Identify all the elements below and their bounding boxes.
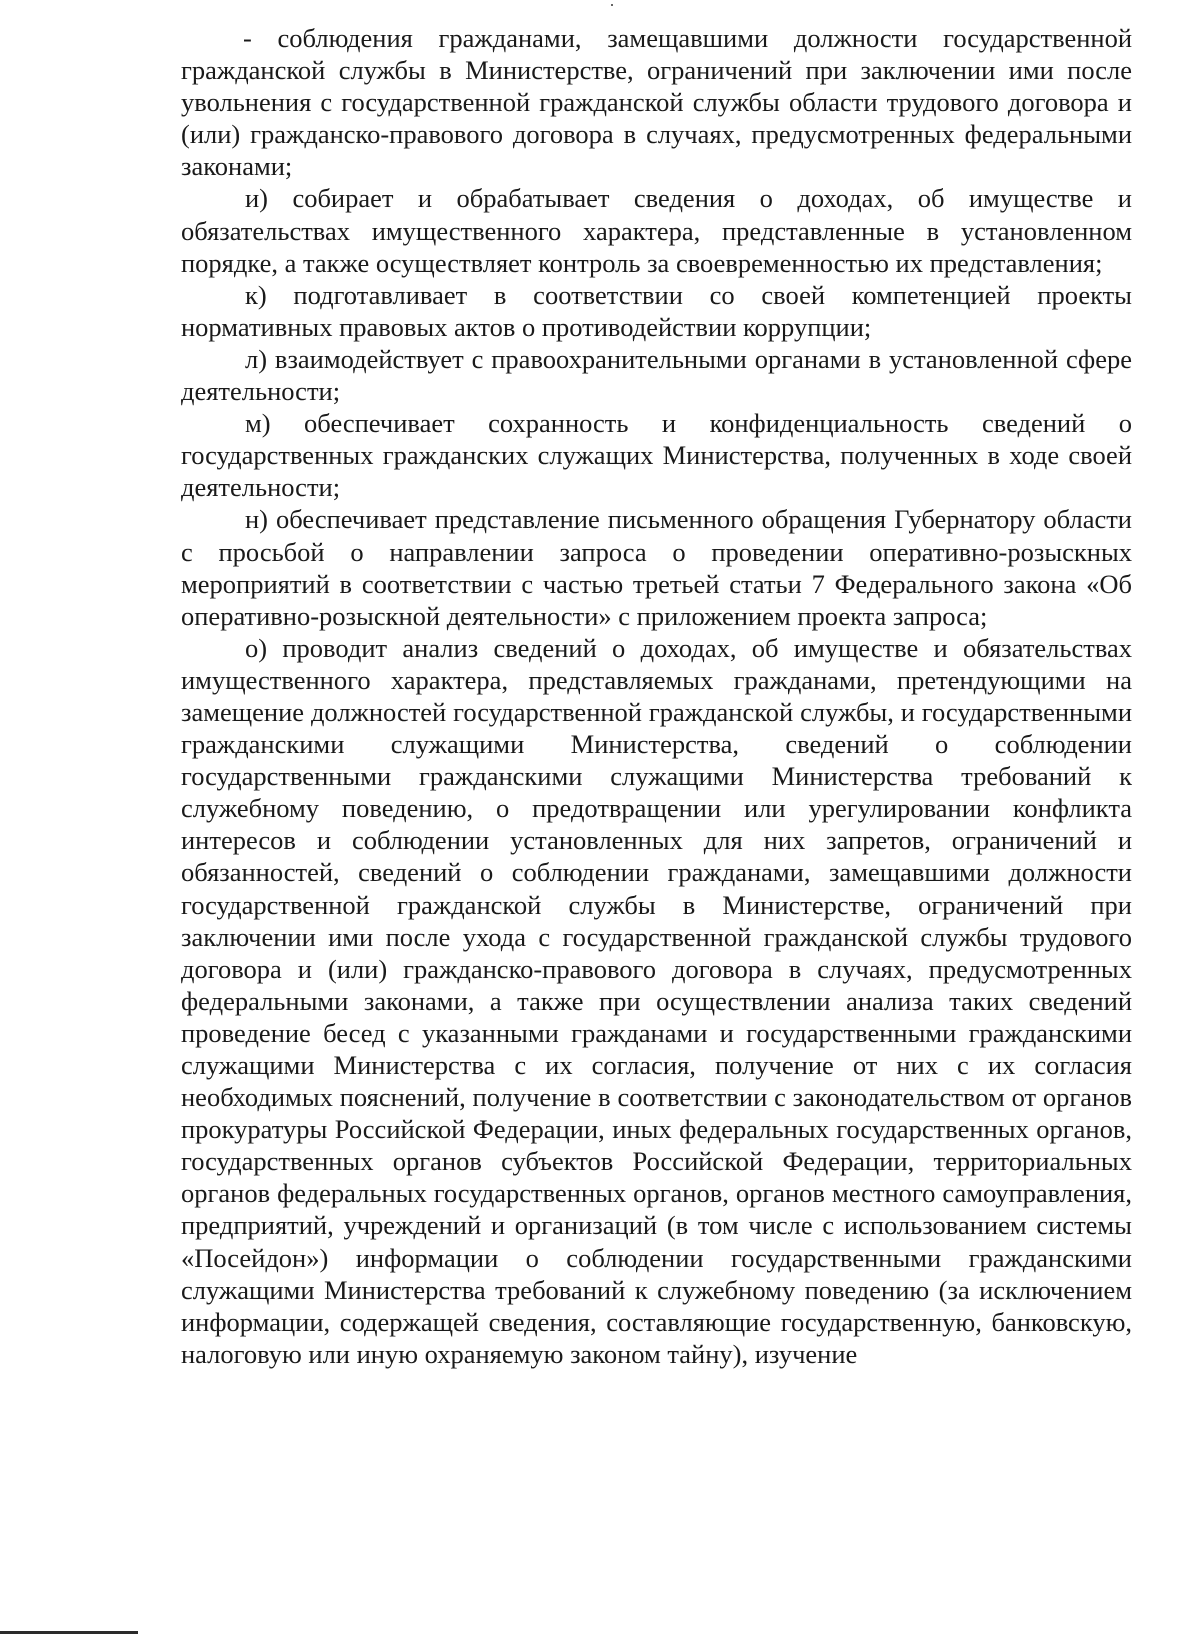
paragraph-observance-restrictions: - соблюдения гражданами, замещавшими должности государственной гражданской службы в Министерстве, ограничений при заключении ими после увольнения с государственной гражданской службы области трудового договора и (или) гражданско-правового договора в случаях, предусмотренных федеральными законами; — [181, 23, 1132, 182]
paragraph-n-governor-appeal: н) обеспечивает представление письменного обращения Губернатору области с просьбой о направлении запроса о проведении оперативно-розыскных мероприятий в соответствии с частью третьей статьи 7 Федерального закона «Об оперативно-розыскной деятельности» с приложением проекта запроса; — [181, 504, 1132, 631]
paragraph-o-analysis: о) проводит анализ сведений о доходах, об имуществе и обязательствах имущественного характера, представляемых гражданами, претендующими на замещение должностей государственной гражданской службы, и государственными гражданскими служащими Министерства, сведений о соблюдении государственными гражданскими служащими Министерства требований к служебному поведению, о предотвращении или урегулировании конфликта интересов и соблюдении установленных для них запретов, ограничений и обязанностей, сведений о соблюдении гражданами, замещавшими должности государственной гражданской службы в Министерстве, ограничений при заключении ими после ухода с государственной гражданской службы трудового договора и (или) гражданско-правового договора в случаях, предусмотренных федеральными законами, а также при осуществлении анализа таких сведений проведение бесед с указанными гражданами и государственными гражданскими служащими Министерства с их согласия, получение от них с их согласия необходимых пояснений, получение в соответствии с законодательством от органов прокуратуры Российской Федерации, иных федеральных государственных органов, государственных органов субъектов Российской Федерации, территориальных органов федеральных государственных органов, органов местного самоуправления, предприятий, учреждений и организаций (в том числе с использованием системы «Посейдон») информации о соблюдении государственными гражданскими служащими Министерства требований к служебному поведению (за исключением информации, содержащей сведения, составляющие государственную, банковскую, налоговую или иную охраняемую законом тайну), изучение — [181, 632, 1132, 1369]
paragraph-k-normative-acts: к) подготавливает в соответствии со своей компетенцией проекты нормативных правовых актов о противодействии коррупции; — [181, 279, 1132, 342]
paragraph-i-income-information: и) собирает и обрабатывает сведения о доходах, об имуществе и обязательствах имущественного характера, представленные в установленном порядке, а также осуществляет контроль за своевременностью их представления; — [181, 183, 1132, 278]
scan-artifact-dot — [611, 4, 613, 6]
paragraph-l-law-enforcement: л) взаимодействует с правоохранительными органами в установленной сфере деятельности; — [181, 343, 1132, 407]
paragraph-m-confidentiality: м) обеспечивает сохранность и конфиденциальность сведений о государственных гражданских служащих Министерства, полученных в ходе своей деятельности; — [181, 408, 1132, 503]
scan-artifact-line — [0, 1631, 138, 1634]
document-body — [181, 22, 1132, 1370]
